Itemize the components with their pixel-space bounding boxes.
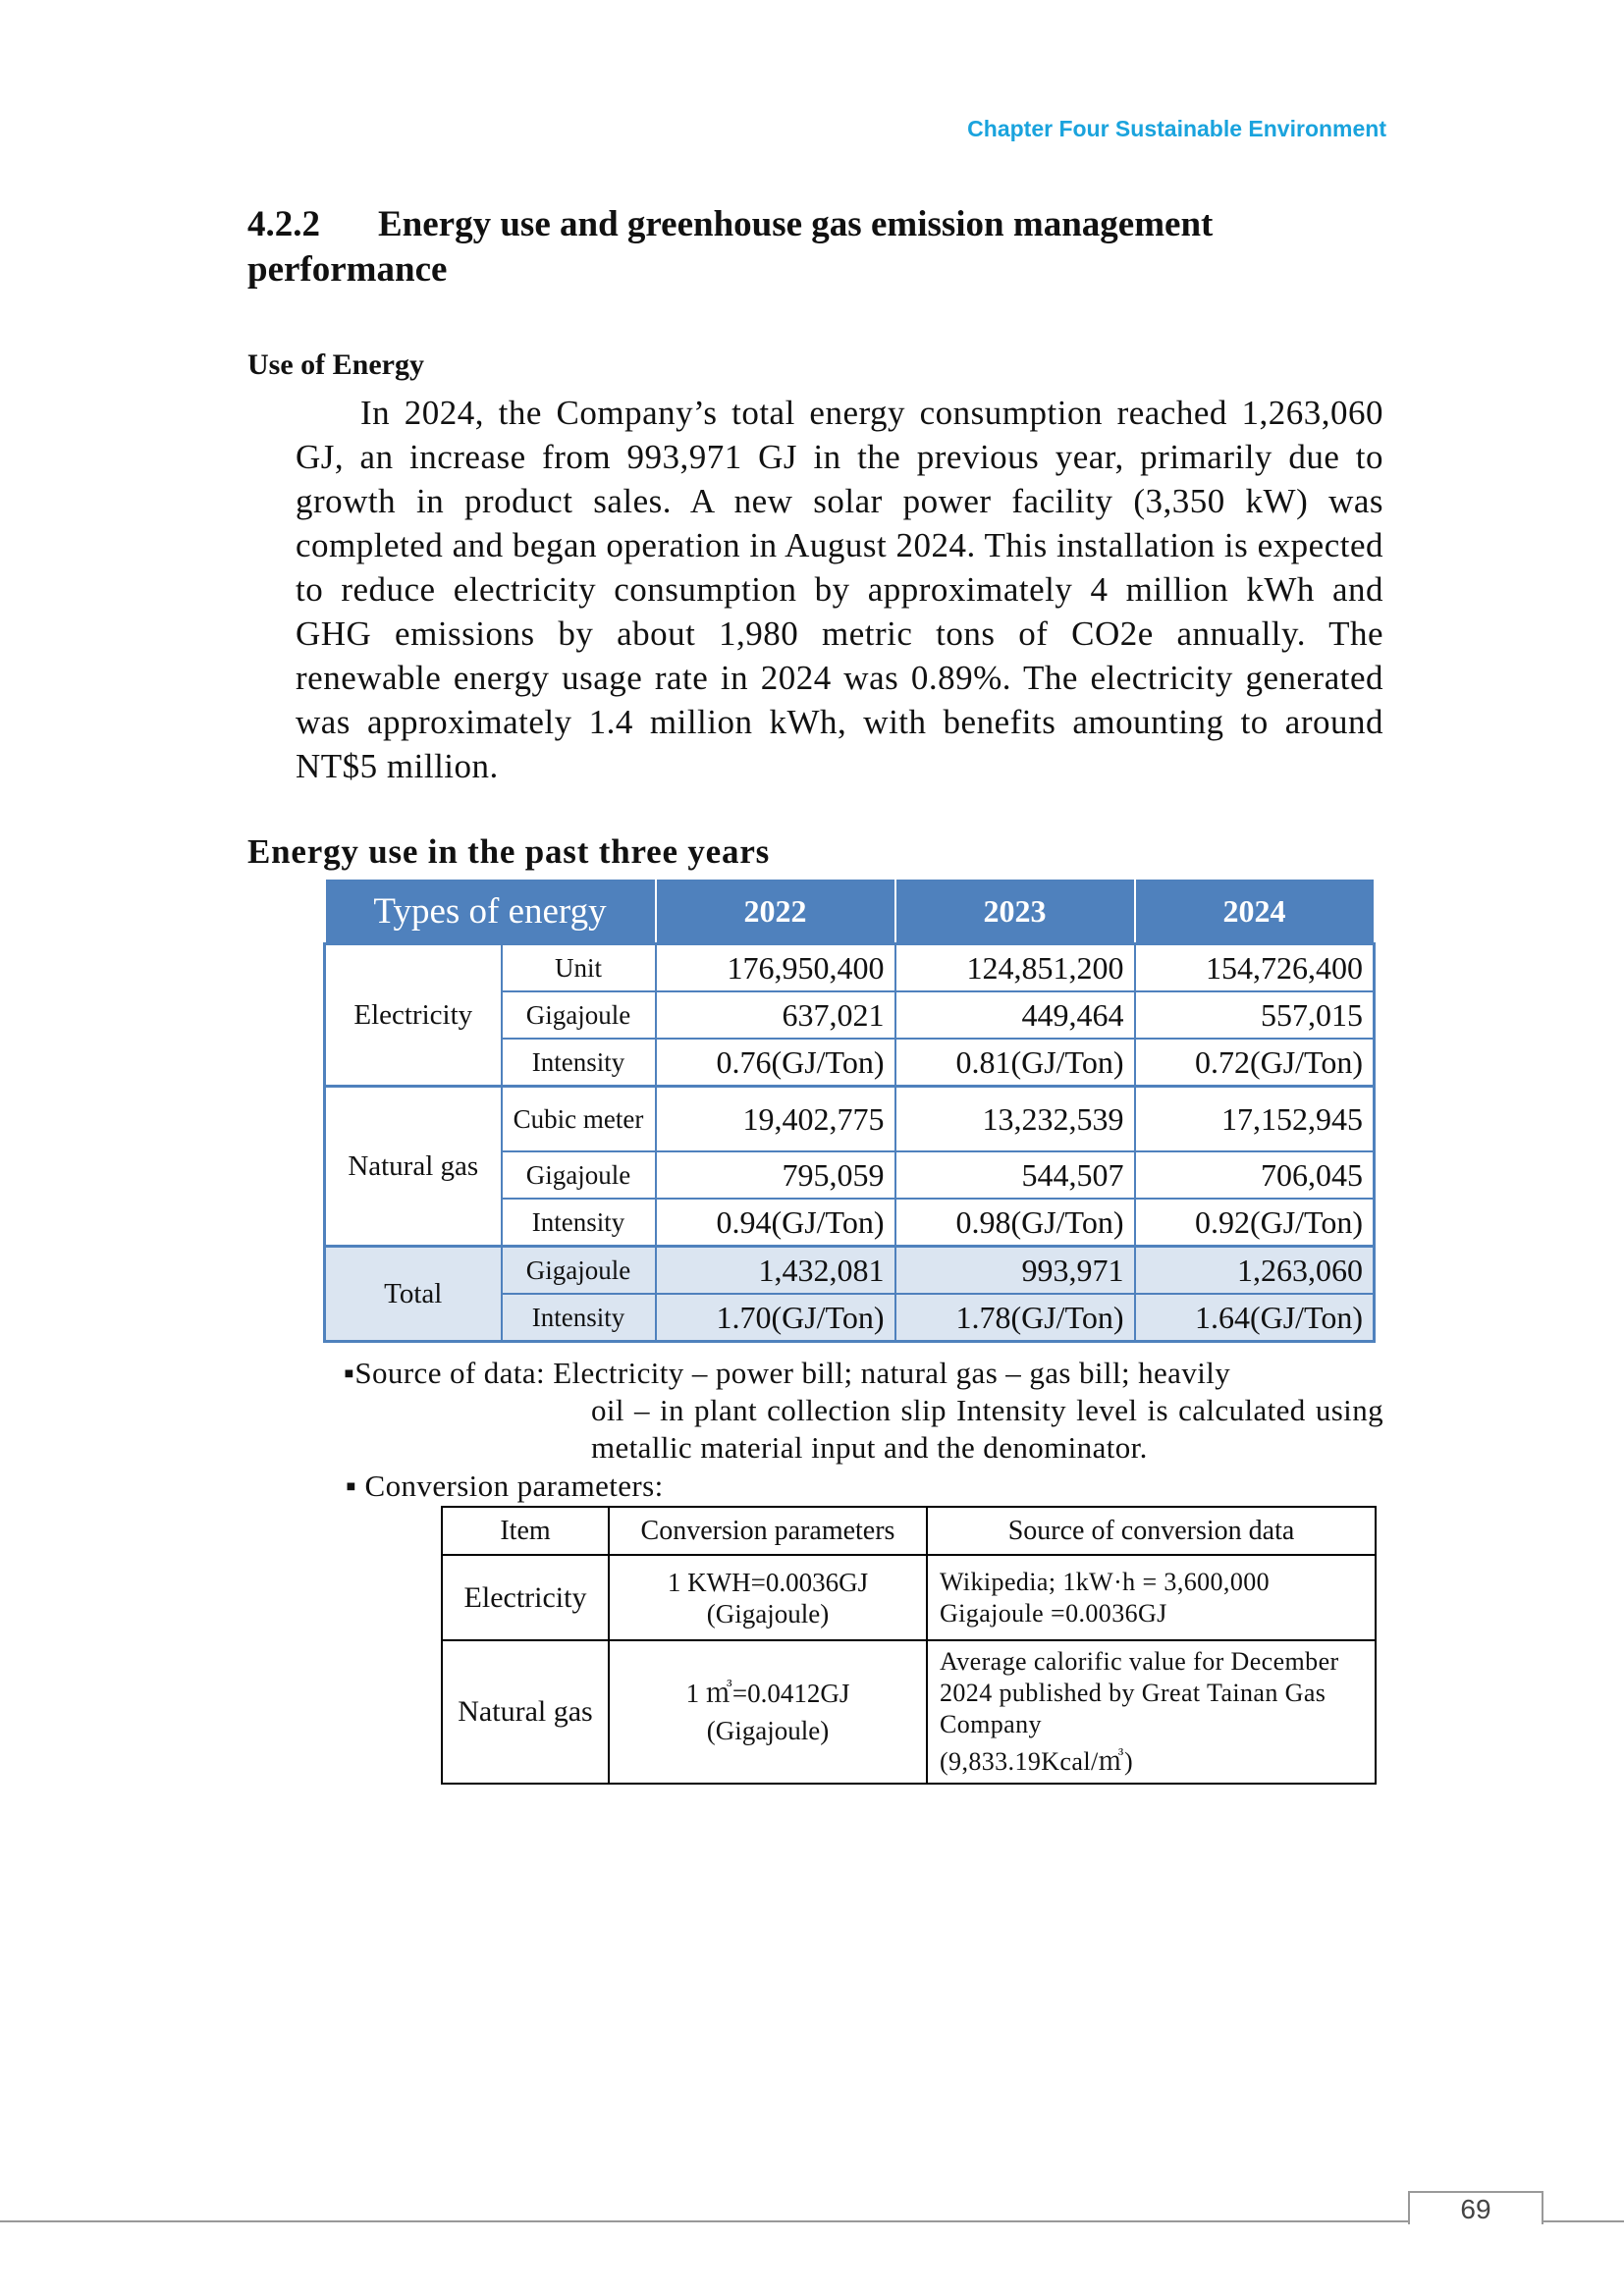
row-label: Intensity bbox=[502, 1039, 656, 1087]
table-cell: 17,152,945 bbox=[1135, 1087, 1375, 1152]
conversion-parameter-line: 1 ㎥=0.0412GJ bbox=[685, 1679, 850, 1708]
table-cell: 557,015 bbox=[1135, 991, 1375, 1039]
table-cell: 706,045 bbox=[1135, 1151, 1375, 1199]
table-cell: 544,507 bbox=[895, 1151, 1135, 1199]
source-of-data-note bbox=[344, 1355, 1383, 1467]
table-cell: 0.72(GJ/Ton) bbox=[1135, 1039, 1375, 1087]
category-total: Total bbox=[325, 1247, 502, 1342]
table-cell: 0.76(GJ/Ton) bbox=[656, 1039, 895, 1087]
subsection-heading: Use of Energy bbox=[247, 348, 424, 381]
table-cell: 1,432,081 bbox=[656, 1247, 895, 1295]
header-types-of-energy: Types of energy bbox=[325, 879, 656, 944]
source-note-lead: ▪Source of data: Electricity – power bill; natural gas – gas bill; heavily bbox=[344, 1356, 1231, 1390]
conversion-parameter bbox=[609, 1640, 927, 1784]
source-note-continuation: oil – in plant collection slip Intensity level is calculated using metallic material input and the denominator. bbox=[591, 1393, 1383, 1465]
conversion-source-line: Gigajoule =0.0036GJ bbox=[940, 1598, 1167, 1628]
conversion-item: Natural gas bbox=[442, 1640, 609, 1784]
conversion-item: Electricity bbox=[442, 1555, 609, 1640]
conversion-table bbox=[441, 1506, 1377, 1785]
table-cell: 176,950,400 bbox=[656, 944, 895, 992]
table-cell: 1.70(GJ/Ton) bbox=[656, 1294, 895, 1342]
conversion-parameter bbox=[609, 1555, 927, 1640]
row-label: Intensity bbox=[502, 1294, 656, 1342]
table-row bbox=[325, 1247, 1375, 1295]
conversion-source-line: Wikipedia; 1kW·h = 3,600,000 bbox=[940, 1567, 1271, 1596]
footer-rule bbox=[0, 2220, 1408, 2222]
table-row bbox=[442, 1640, 1376, 1784]
category-natural-gas: Natural gas bbox=[325, 1087, 502, 1247]
row-label: Gigajoule bbox=[502, 1151, 656, 1199]
category-electricity: Electricity bbox=[325, 944, 502, 1087]
table-cell: 0.92(GJ/Ton) bbox=[1135, 1199, 1375, 1247]
conversion-parameter-line: 1 KWH=0.0036GJ bbox=[667, 1567, 869, 1597]
header-source-of-conversion-data: Source of conversion data bbox=[927, 1507, 1376, 1555]
conversion-source-line: (9,833.19Kcal/㎥) bbox=[940, 1747, 1134, 1776]
table-cell: 795,059 bbox=[656, 1151, 895, 1199]
header-conversion-parameters: Conversion parameters bbox=[609, 1507, 927, 1555]
section-number: 4.2.2 bbox=[247, 204, 320, 244]
table-cell: 0.94(GJ/Ton) bbox=[656, 1199, 895, 1247]
conversion-parameter-line: (Gigajoule) bbox=[706, 1716, 830, 1745]
header-2022: 2022 bbox=[656, 879, 895, 944]
natural-gas-group bbox=[325, 1087, 1375, 1247]
table-cell: 154,726,400 bbox=[1135, 944, 1375, 992]
table-row bbox=[325, 1087, 1375, 1152]
row-label: Gigajoule bbox=[502, 1247, 656, 1295]
conversion-source bbox=[927, 1555, 1376, 1640]
header-item: Item bbox=[442, 1507, 609, 1555]
energy-table-header-row bbox=[325, 879, 1375, 944]
table-cell: 0.81(GJ/Ton) bbox=[895, 1039, 1135, 1087]
page-number: 69 bbox=[1408, 2191, 1543, 2224]
electricity-group bbox=[325, 944, 1375, 1087]
table-cell: 1.78(GJ/Ton) bbox=[895, 1294, 1135, 1342]
footer-rule-right bbox=[1541, 2220, 1624, 2222]
row-label: Intensity bbox=[502, 1199, 656, 1247]
table-cell: 1,263,060 bbox=[1135, 1247, 1375, 1295]
conversion-parameter-line: (Gigajoule) bbox=[706, 1598, 830, 1629]
conversion-source-line: Average calorific value for December 2024 published by Great Tainan Gas Company bbox=[940, 1647, 1339, 1738]
chapter-header: Chapter Four Sustainable Environment bbox=[967, 116, 1386, 141]
header-2023: 2023 bbox=[895, 879, 1135, 944]
row-label: Cubic meter bbox=[502, 1087, 656, 1152]
table-cell: 1.64(GJ/Ton) bbox=[1135, 1294, 1375, 1342]
conversion-source bbox=[927, 1640, 1376, 1784]
energy-use-table bbox=[323, 878, 1376, 1343]
energy-table-caption: Energy use in the past three years bbox=[247, 832, 771, 871]
row-label: Unit bbox=[502, 944, 656, 992]
section-title bbox=[247, 202, 1386, 293]
body-paragraph: In 2024, the Company’s total energy consumption reached 1,263,060 GJ, an increase from 993,971 GJ in the previous year, primarily due to growth in product sales. A new solar power facility (3,350 kW) was completed and began operation in August 2024. This installation is expected to reduce electricity consumption by approximately 4 million kWh and GHG emissions by about 1,980 metric tons of CO2e annually. The renewable energy usage rate in 2024 was 0.89%. The electricity generated was approximately 1.4 million kWh, with benefits amounting to around NT$5 million. bbox=[296, 394, 1383, 785]
table-cell: 0.98(GJ/Ton) bbox=[895, 1199, 1135, 1247]
row-label: Gigajoule bbox=[502, 991, 656, 1039]
total-group bbox=[325, 1247, 1375, 1342]
header-2024: 2024 bbox=[1135, 879, 1375, 944]
table-row bbox=[325, 944, 1375, 992]
table-cell: 19,402,775 bbox=[656, 1087, 895, 1152]
table-cell: 449,464 bbox=[895, 991, 1135, 1039]
table-cell: 993,971 bbox=[895, 1247, 1135, 1295]
conversion-parameters-heading: ▪ Conversion parameters: bbox=[346, 1468, 664, 1503]
section-title-text: Energy use and greenhouse gas emission management performance bbox=[247, 204, 1214, 290]
table-cell: 124,851,200 bbox=[895, 944, 1135, 992]
conversion-table-header-row bbox=[442, 1507, 1376, 1555]
table-cell: 637,021 bbox=[656, 991, 895, 1039]
table-row bbox=[442, 1555, 1376, 1640]
table-cell: 13,232,539 bbox=[895, 1087, 1135, 1152]
